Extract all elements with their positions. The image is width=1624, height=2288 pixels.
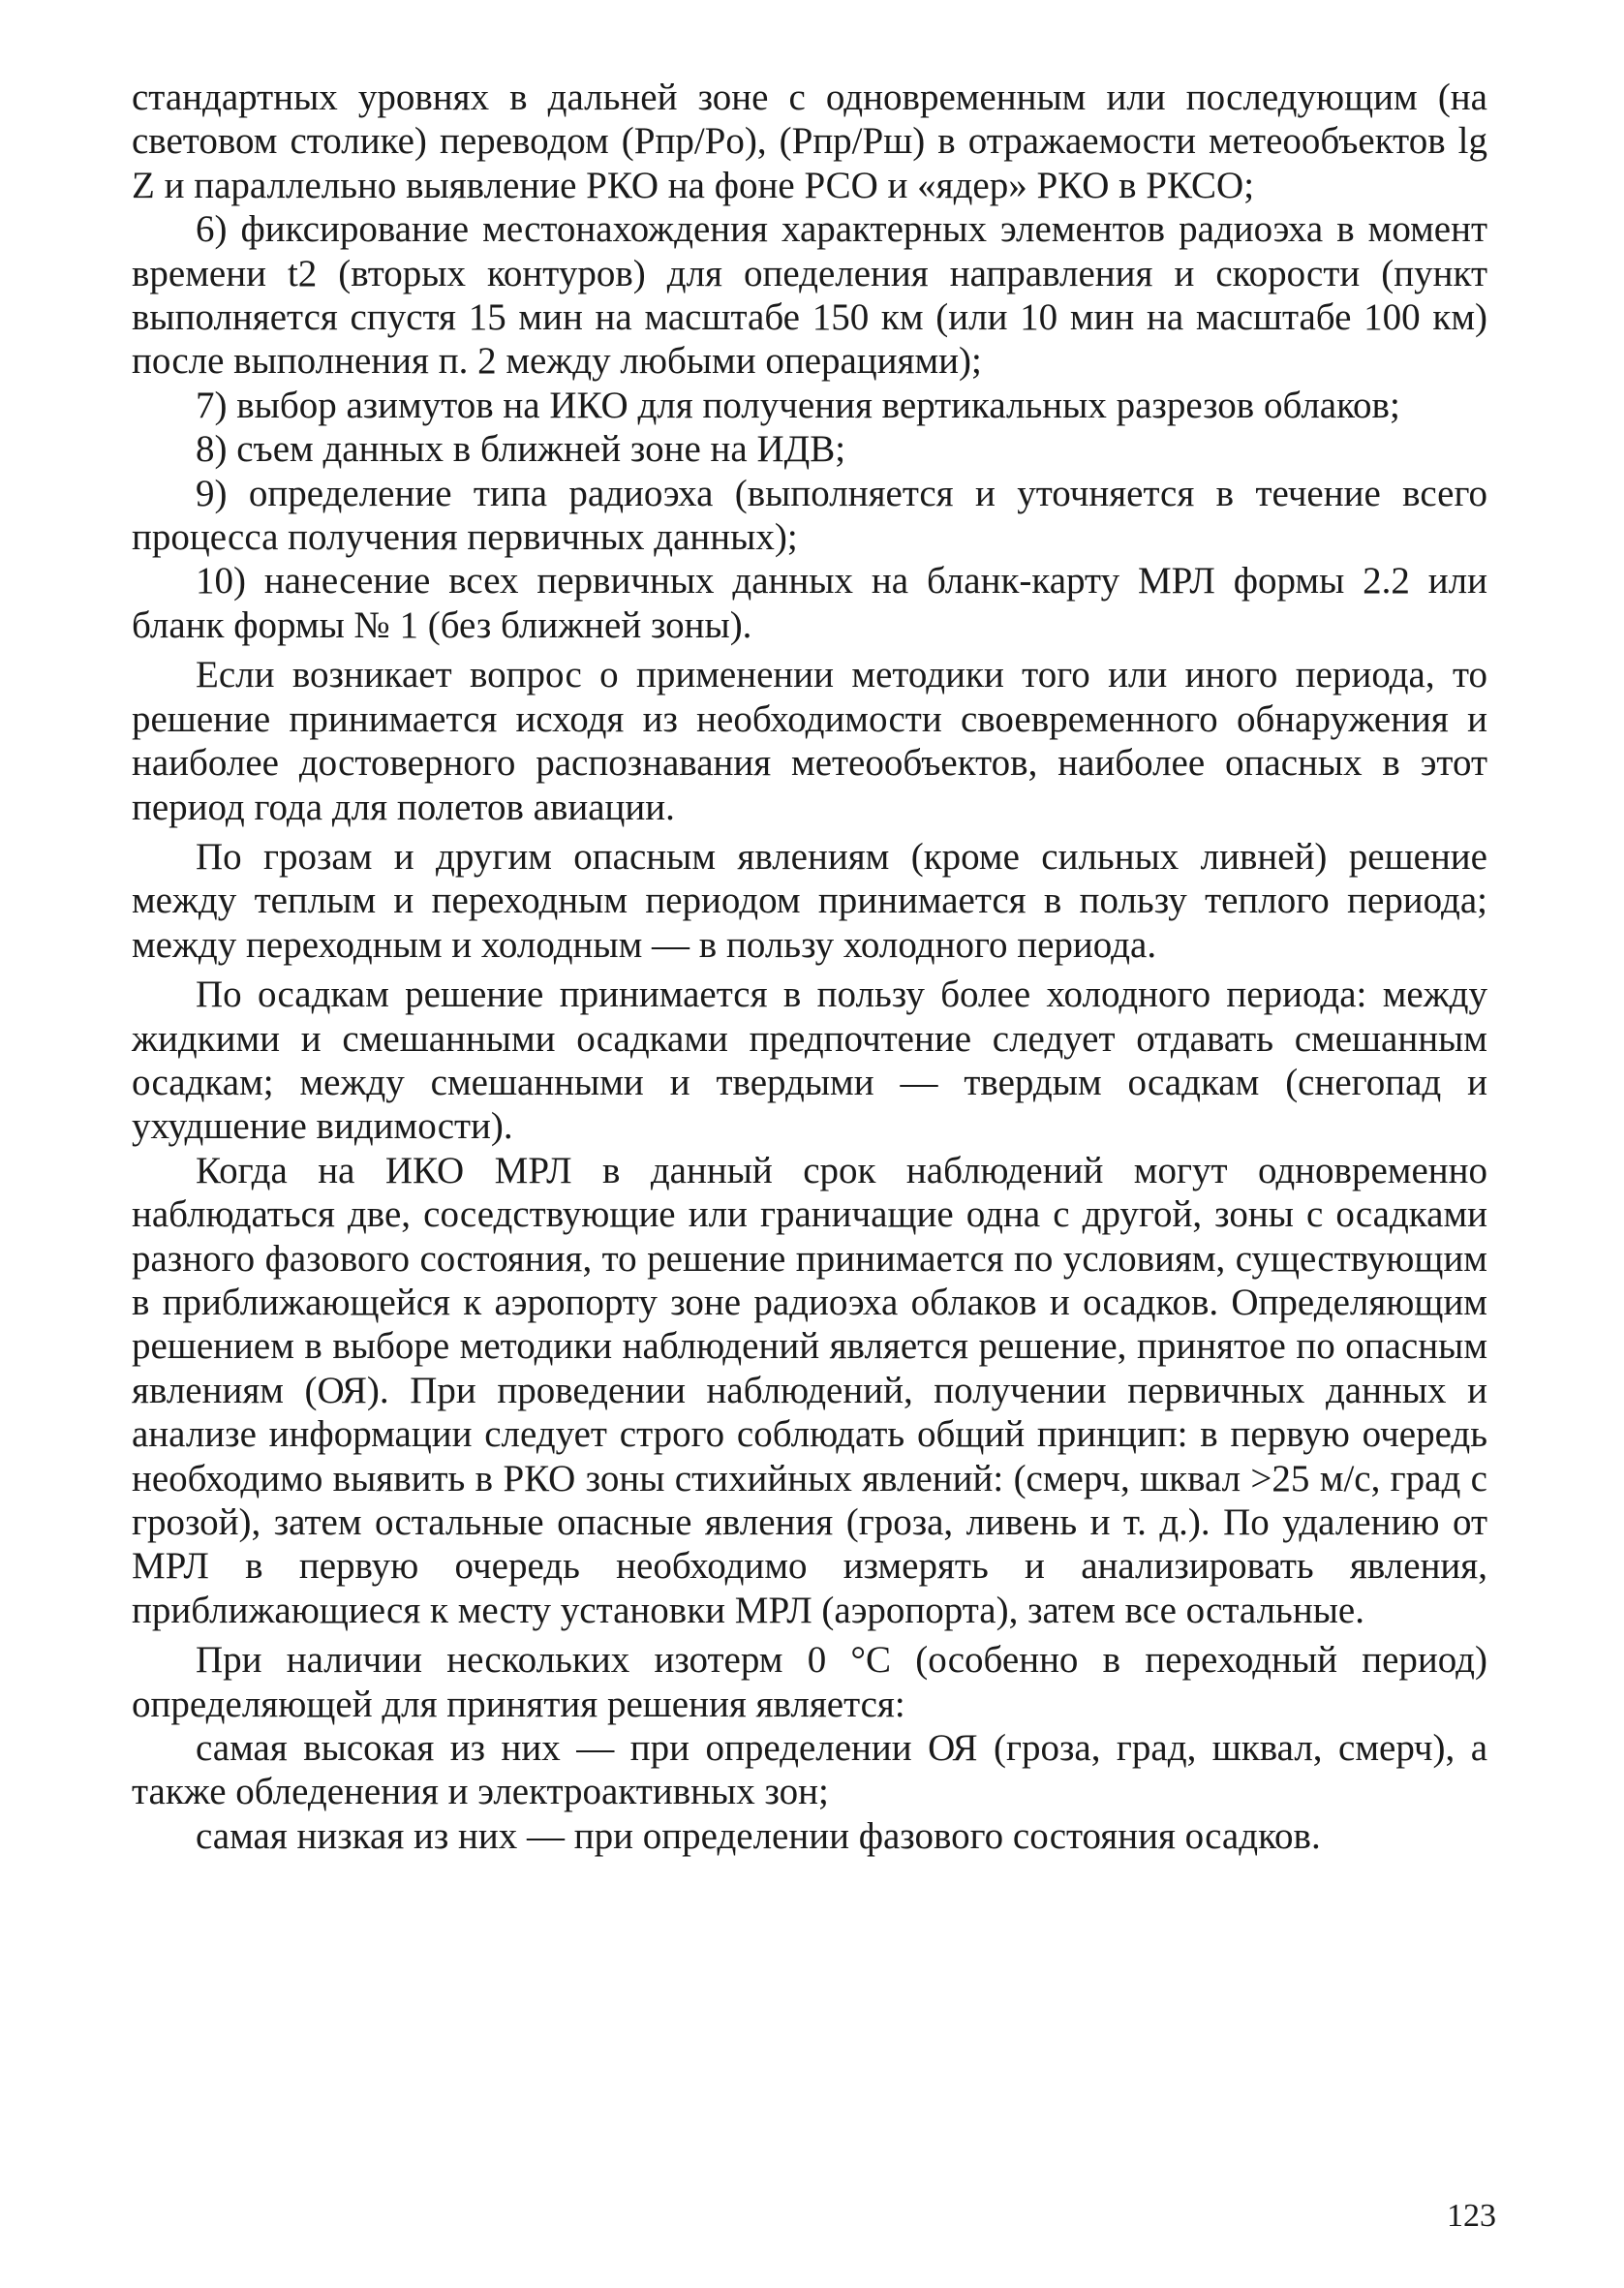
paragraph-lowest-isotherm: самая низкая из них — при определении фазового состояния осадков. — [196, 1814, 1321, 1857]
list-item-6: 6) фиксирование местонахождения характерных элементов радиоэха в момент времени t2 (вторых контуров) для опеделения направления и скорости (пункт выполняется спустя 15 мин на масштабе 150 км (или 10 мин на масштабе 100 км) после выполнения п. 2 между любыми операциями); — [132, 208, 1487, 383]
paragraph-zones: Когда на ИКО МРЛ в данный срок наблюдений могут одновременно наблюдаться две, соседствующие или граничащие одна с другой, зоны с осадками разного фазового состояния, то решение принимается по условиям, существующим в приближающейся к аэропорту зоне радиоэха облаков и осадков. Определяющим решением в выборе методики наблюдений является решение, принятое по опасным явлениям (ОЯ). При проведении наблюдений, получении первичных данных и анализе информации следует строго соблюдать общий принцип: в первую очередь необходимо выявить в РКО зоны стихийных явлений: (смерч, шквал >25 м/с, град с грозой), затем остальные опасные явления (гроза, ливень и т. д.). По удалению от МРЛ в первую очередь необходимо измерять и анализировать явления, приближающиеся к месту установки МРЛ (аэропорта), затем все остальные. — [132, 1149, 1487, 1631]
list-item-10: 10) нанесение всех первичных данных на бланк-карту МРЛ формы 2.2 или бланк формы № 1 (без ближней зоны). — [132, 560, 1487, 646]
page-number: 123 — [1447, 2198, 1496, 2234]
page-body — [132, 76, 1487, 1858]
paragraph-thunderstorms: По грозам и другим опасным явлениям (кроме сильных ливней) решение между теплым и переходным периодом принимается в пользу теплого периода; между переходным и холодным — в пользу холодного периода. — [132, 835, 1487, 966]
paragraph-isotherms: При наличии нескольких изотерм 0 °С (особенно в переходный период) определяющей для принятия решения является: — [132, 1639, 1487, 1725]
paragraph-precipitation: По осадкам решение принимается в пользу более холодного периода: между жидкими и смешанными осадками предпочтение следует отдавать смешанным осадкам; между смешанными и твердыми — твердым осадкам (снегопад и ухудшение видимости). — [132, 974, 1487, 1148]
paragraph-method-choice: Если возникает вопрос о применении методики того или иного периода, то решение принимается исходя из необходимости своевременного обнаружения и наиболее достоверного распознавания метеообъектов, наиболее опасных в этот период года для полетов авиации. — [132, 654, 1487, 828]
paragraph-continuation: стандартных уровнях в дальней зоне с одновременным или последующим (на световом столике) переводом (Pпр/Pо), (Pпр/Pш) в отражаемости метеообъектов lg Z и параллельно выявление РКО на фоне РСО и «ядер» РКО в РКСО; — [132, 77, 1487, 206]
list-item-9: 9) определение типа радиоэха (выполняется и уточняется в течение всего процесса получения первичных данных); — [132, 472, 1487, 559]
list-item-7: 7) выбор азимутов на ИКО для получения вертикальных разрезов облаков; — [196, 384, 1400, 426]
list-item-8: 8) съем данных в ближней зоне на ИДВ; — [196, 428, 846, 471]
paragraph-highest-isotherm: самая высокая из них — при определении ОЯ (гроза, град, шквал, смерч), а также обледенения и электроактивных зон; — [132, 1727, 1487, 1813]
